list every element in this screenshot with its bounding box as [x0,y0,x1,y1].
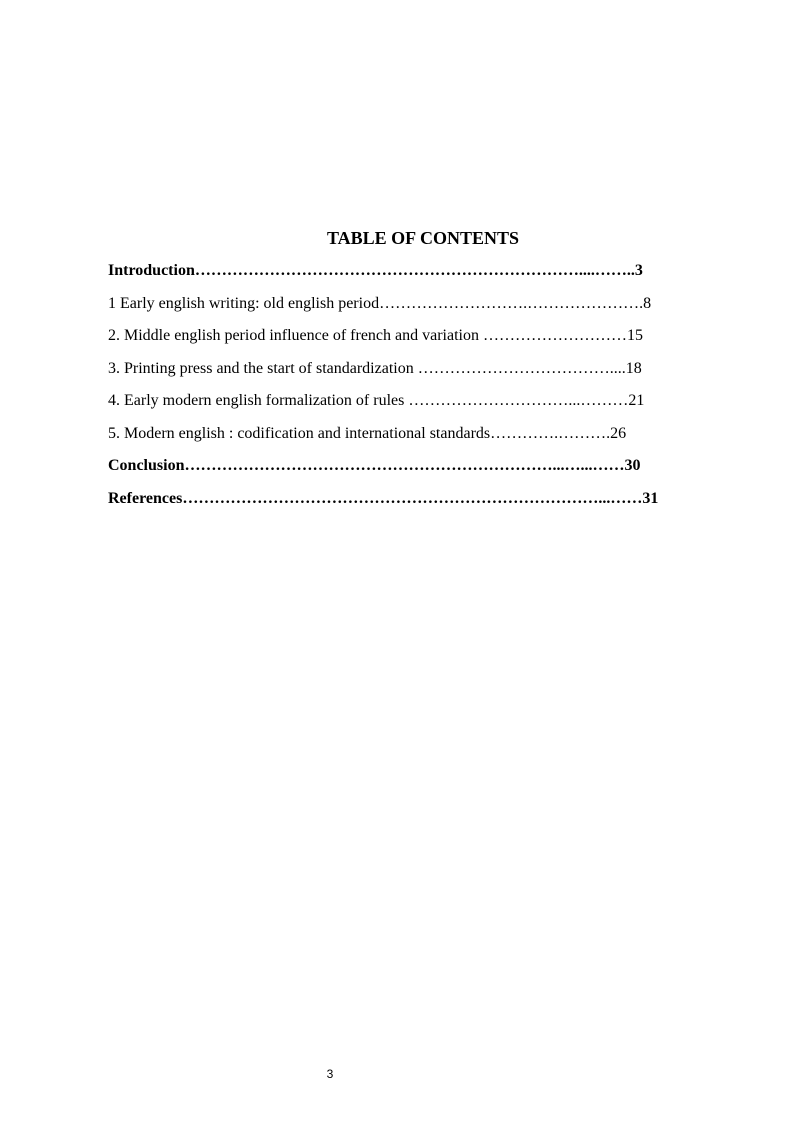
toc-entry-chapter-4: 4. Early modern english formalization of rules …………………………...………21 [108,392,645,409]
toc-title: TABLE OF CONTENTS [326,228,520,248]
page-number: 3 [326,1067,334,1081]
toc-entry-references: References……………………………………………………………………...……31 [108,489,659,507]
toc-entry-chapter-2: 2. Middle english period influence of french and variation ………………………15 [108,327,643,344]
toc-entry-conclusion: Conclusion……………………………………………………………...…...……30 [108,457,641,474]
toc-entry-chapter-3: 3. Printing press and the start of standardization ………………………………....18 [108,359,642,377]
toc-entry-chapter-1: 1 Early english writing: old english period……………………….………………….8 [108,294,652,312]
toc-entry-introduction: Introduction………………………………………………………………....……..3 [108,262,643,279]
toc-entry-chapter-5: 5. Modern english : codification and international standards………….……….26 [108,424,627,442]
toc-list [108,258,738,518]
